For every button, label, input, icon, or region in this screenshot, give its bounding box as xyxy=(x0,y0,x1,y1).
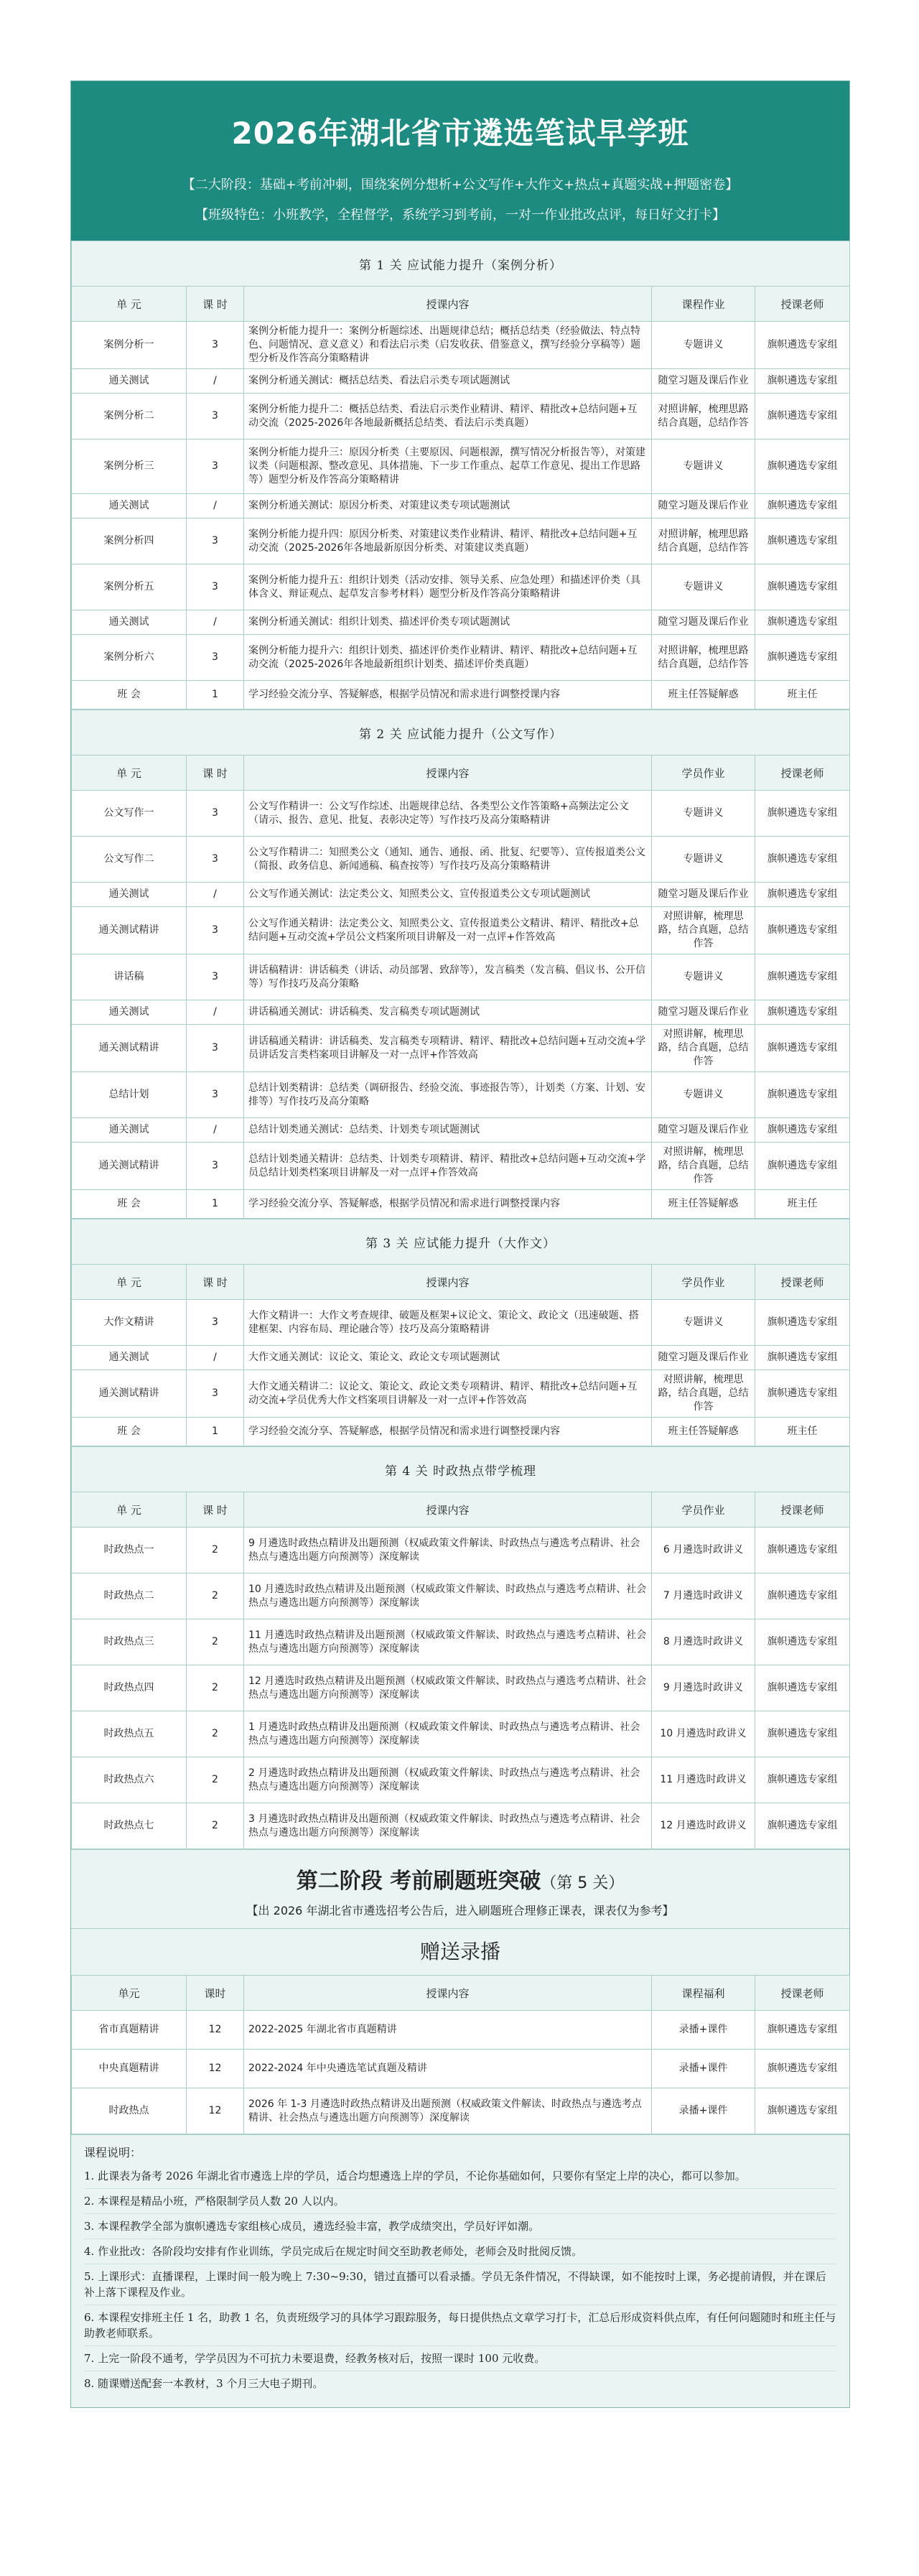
cell-hw: 对照讲解，梳理思路结合真题，总结作答 xyxy=(652,519,755,564)
notes-list xyxy=(84,2164,836,2396)
column-header: 授课老师 xyxy=(755,1492,850,1528)
table-row xyxy=(72,394,850,440)
cell-hours: 12 xyxy=(187,2088,244,2134)
column-header: 课时 xyxy=(187,1976,244,2011)
column-header: 课 时 xyxy=(187,287,244,322)
table-row xyxy=(72,1619,850,1665)
cell-hw: 班主任答疑解惑 xyxy=(652,1190,755,1219)
cell-unit: 通关测试精讲 xyxy=(72,1025,187,1072)
cell-content: 案例分析能力提升五：组织计划类（活动安排、领导关系、应急处理）和描述评价类（具体含义、辩证观点、起草发言参考材料）题型分析及作答高分策略精讲 xyxy=(244,564,652,610)
cell-content: 案例分析能力提升六：组织计划类、描述评价类作业精讲、精评、精批改+总结问题+互动交流（2025-2026年各地最新组织计划类、描述评价类真题） xyxy=(244,635,652,681)
cell-hours: 2 xyxy=(187,1665,244,1711)
cell-content: 讲话稿精讲：讲话稿类（讲话、动员部署、致辞等），发言稿类（发言稿、倡议书、公开信等）写作技巧及高分策略 xyxy=(244,954,652,1000)
section-title: 第 1 关 应试能力提升（案例分析） xyxy=(72,241,850,287)
cell-hours: 3 xyxy=(187,440,244,494)
cell-hours: 2 xyxy=(187,1528,244,1573)
cell-unit: 时政热点五 xyxy=(72,1711,187,1757)
sections xyxy=(71,241,849,1849)
cell-teacher: 旗帜遴选专家组 xyxy=(755,791,850,837)
cell-unit: 班 会 xyxy=(72,1418,187,1446)
cell-unit: 时政热点一 xyxy=(72,1528,187,1573)
cell-teacher: 旗帜遴选专家组 xyxy=(755,369,850,394)
table-row xyxy=(72,883,850,907)
cell-teacher: 旗帜遴选专家组 xyxy=(755,1000,850,1025)
cell-hours: / xyxy=(187,610,244,635)
cell-unit: 时政热点三 xyxy=(72,1619,187,1665)
cell-hw: 随堂习题及课后作业 xyxy=(652,369,755,394)
schedule-table xyxy=(71,1975,850,2134)
cell-content: 总结计划类通关精讲：总结类、计划类专项精讲、精评、精批改+总结问题+互动交流+学员总结计划类档案项目讲解及一对一点评+作答效高 xyxy=(244,1143,652,1190)
cell-hw: 随堂习题及课后作业 xyxy=(652,1118,755,1143)
cell-content: 案例分析能力提升三：原因分析类（主要原因、问题根源，撰写情况分析报告等），对策建议类（问题根源、整改意见、具体措施、下一步工作重点、起草工作意见、提出工作思路等）题型分析及作答高分策略精讲 xyxy=(244,440,652,494)
cell-hw: 12 月遴选时政讲义 xyxy=(652,1803,755,1849)
cell-hours: 3 xyxy=(187,954,244,1000)
column-header: 学员作业 xyxy=(652,1492,755,1528)
cell-teacher: 旗帜遴选专家组 xyxy=(755,1665,850,1711)
table-row xyxy=(72,1000,850,1025)
cell-hw: 对照讲解，梳理思路，结合真题，总结作答 xyxy=(652,1143,755,1190)
cell-content: 10 月遴选时政热点精讲及出题预测（权威政策文件解读、时政热点与遴选考点精讲、社会热点与遴选出题方向预测等）深度解读 xyxy=(244,1573,652,1619)
column-header: 学员作业 xyxy=(652,755,755,791)
cell-hw: 9 月遴选时政讲义 xyxy=(652,1665,755,1711)
cell-unit: 通关测试精讲 xyxy=(72,1143,187,1190)
table-row xyxy=(72,2050,850,2088)
cell-teacher: 旗帜遴选专家组 xyxy=(755,494,850,519)
note-item: 1. 此课表为备考 2026 年湖北省市遴选上岸的学员，适合均想遴选上岸的学员，不论你基础如何，只要你有坚定上岸的决心，都可以参加。 xyxy=(84,2164,836,2189)
table-row xyxy=(72,1665,850,1711)
cell-unit: 省市真题精讲 xyxy=(72,2011,187,2050)
gift-title: 赠送录播 xyxy=(71,1928,849,1975)
cell-content: 公文写作通关测试：法定类公文、知照类公文、宣传报道类公文专项试题测试 xyxy=(244,883,652,907)
cell-hours: 2 xyxy=(187,1803,244,1849)
column-header: 课 时 xyxy=(187,755,244,791)
cell-hw: 7 月遴选时政讲义 xyxy=(652,1573,755,1619)
cell-content: 案例分析能力提升四：原因分析类、对策建议类作业精讲、精评、精批改+总结问题+互动交流（2025-2026年各地最新原因分析类、对策建议类真题） xyxy=(244,519,652,564)
cell-hw: 专题讲义 xyxy=(652,322,755,369)
column-header: 单 元 xyxy=(72,287,187,322)
cell-hours: / xyxy=(187,883,244,907)
cell-unit: 班 会 xyxy=(72,681,187,710)
cell-hw: 对照讲解，梳理思路，结合真题，总结作答 xyxy=(652,1025,755,1072)
notes-title: 课程说明： xyxy=(84,2146,142,2159)
cell-content: 公文写作通关精讲：法定类公文、知照类公文、宣传报道类公文精讲、精评、精批改+总结问题+互动交流+学员公文档案所项目讲解及一对一点评+作答效高 xyxy=(244,907,652,954)
cell-hours: 3 xyxy=(187,1370,244,1418)
schedule-table xyxy=(71,1219,850,1446)
cell-teacher: 旗帜遴选专家组 xyxy=(755,440,850,494)
cell-unit: 讲话稿 xyxy=(72,954,187,1000)
cell-unit: 通关测试精讲 xyxy=(72,1370,187,1418)
gift-table xyxy=(71,1975,849,2134)
cell-hw: 录播+课件 xyxy=(652,2050,755,2088)
course-notes xyxy=(71,2134,849,2407)
cell-hw: 11 月遴选时政讲义 xyxy=(652,1757,755,1803)
column-header: 授课内容 xyxy=(244,1492,652,1528)
cell-teacher: 旗帜遴选专家组 xyxy=(755,2011,850,2050)
cell-teacher: 旗帜遴选专家组 xyxy=(755,2050,850,2088)
column-header: 授课内容 xyxy=(244,1265,652,1300)
cell-unit: 案例分析五 xyxy=(72,564,187,610)
cell-hours: 2 xyxy=(187,1757,244,1803)
cell-hw: 随堂习题及课后作业 xyxy=(652,610,755,635)
cell-teacher: 旗帜遴选专家组 xyxy=(755,610,850,635)
column-header: 单 元 xyxy=(72,1492,187,1528)
cell-hw: 对照讲解，梳理思路，结合真题，总结作答 xyxy=(652,907,755,954)
cell-hours: / xyxy=(187,494,244,519)
cell-content: 公文写作精讲二：知照类公文（通知、通告、通报、函、批复、纪要等）、宣传报道类公文（简报、政务信息、新闻通稿、稿查按等）写作技巧及高分策略精讲 xyxy=(244,837,652,883)
note-item: 2. 本课程是精品小班，严格限制学员人数 20 人以内。 xyxy=(84,2189,836,2214)
cell-content: 2022-2024 年中央遴选笔试真题及精讲 xyxy=(244,2050,652,2088)
column-header: 授课老师 xyxy=(755,1265,850,1300)
cell-unit: 中央真题精讲 xyxy=(72,2050,187,2088)
cell-content: 1 月遴选时政热点精讲及出题预测（权威政策文件解读、时政热点与遴选考点精讲、社会热点与遴选出题方向预测等）深度解读 xyxy=(244,1711,652,1757)
cell-teacher: 旗帜遴选专家组 xyxy=(755,394,850,440)
cell-hours: 3 xyxy=(187,322,244,369)
table-row xyxy=(72,1757,850,1803)
cell-unit: 时政热点六 xyxy=(72,1757,187,1803)
table-row xyxy=(72,837,850,883)
column-header: 授课老师 xyxy=(755,287,850,322)
cell-content: 讲话稿通关测试：讲话稿类、发言稿类专项试题测试 xyxy=(244,1000,652,1025)
cell-unit: 班 会 xyxy=(72,1190,187,1219)
cell-content: 讲话稿通关精讲：讲话稿类、发言稿类专项精讲、精评、精批改+总结问题+互动交流+学员讲话发言类档案项目讲解及一对一点评+作答效高 xyxy=(244,1025,652,1072)
cell-hours: 2 xyxy=(187,1619,244,1665)
table-row xyxy=(72,954,850,1000)
cell-teacher: 班主任 xyxy=(755,1190,850,1219)
phase2-title: 第二阶段 考前刷题班突破（第 5 关） xyxy=(296,1869,625,1894)
cell-hw: 对照讲解，梳理思路，结合真题，总结作答 xyxy=(652,1370,755,1418)
cell-unit: 通关测试精讲 xyxy=(72,907,187,954)
cell-hours: 1 xyxy=(187,681,244,710)
column-header: 课 时 xyxy=(187,1492,244,1528)
column-header: 课 时 xyxy=(187,1265,244,1300)
cell-hw: 专题讲义 xyxy=(652,954,755,1000)
cell-hw: 录播+课件 xyxy=(652,2011,755,2050)
cell-hours: 3 xyxy=(187,1300,244,1346)
cell-hw: 8 月遴选时政讲义 xyxy=(652,1619,755,1665)
cell-hours: 2 xyxy=(187,1711,244,1757)
column-header: 授课内容 xyxy=(244,1976,652,2011)
cell-content: 学习经验交流分享、答疑解惑，根据学员情况和需求进行调整授课内容 xyxy=(244,1418,652,1446)
column-header: 学员作业 xyxy=(652,1265,755,1300)
cell-hw: 10 月遴选时政讲义 xyxy=(652,1711,755,1757)
cell-hw: 对照讲解，梳理思路结合真题，总结作答 xyxy=(652,394,755,440)
column-header: 授课内容 xyxy=(244,755,652,791)
cell-hours: / xyxy=(187,1000,244,1025)
cell-hw: 专题讲义 xyxy=(652,837,755,883)
section-title: 第 3 关 应试能力提升（大作文） xyxy=(72,1219,850,1265)
note-item: 5. 上课形式：直播课程，上课时间一般为晚上 7:30~9:30，错过直播可以看录播。学员无条件情况，不得缺课，如不能按时上课，务必提前请假，并在课后补上落下课程及作业。 xyxy=(84,2264,836,2305)
cell-hw: 随堂习题及课后作业 xyxy=(652,1346,755,1370)
cell-hours: 12 xyxy=(187,2050,244,2088)
table-header-row xyxy=(72,1976,850,2011)
table-header-row xyxy=(72,755,850,791)
note-item: 3. 本课程教学全部为旗帜遴选专家组核心成员，遴选经验丰富，教学成绩突出，学员好评如潮。 xyxy=(84,2214,836,2239)
table-row xyxy=(72,1528,850,1573)
cell-unit: 案例分析六 xyxy=(72,635,187,681)
page-title: 2026年湖北省市遴选笔试早学班 xyxy=(231,116,689,151)
table-row xyxy=(72,1803,850,1849)
cell-teacher: 旗帜遴选专家组 xyxy=(755,2088,850,2134)
cell-unit: 公文写作一 xyxy=(72,791,187,837)
cell-teacher: 旗帜遴选专家组 xyxy=(755,1300,850,1346)
cell-content: 9 月遴选时政热点精讲及出题预测（权威政策文件解读、时政热点与遴选考点精讲、社会热点与遴选出题方向预测等）深度解读 xyxy=(244,1528,652,1573)
table-row xyxy=(72,564,850,610)
table-row xyxy=(72,635,850,681)
schedule-table xyxy=(71,1446,850,1849)
cell-content: 大作文通关精讲二：议论文、策论文、政论文类专项精讲、精评、精批改+总结问题+互动交流+学员优秀大作文档案项目讲解及一对一点评+作答效高 xyxy=(244,1370,652,1418)
table-row xyxy=(72,1118,850,1143)
cell-hw: 专题讲义 xyxy=(652,440,755,494)
note-item: 6. 本课程安排班主任 1 名，助教 1 名，负责班级学习的具体学习跟踪服务，每日提供热点文章学习打卡，汇总后形成资料供点库，有任何问题随时和班主任与助教老师联系。 xyxy=(84,2305,836,2346)
table-row xyxy=(72,322,850,369)
cell-hw: 专题讲义 xyxy=(652,1300,755,1346)
cell-content: 学习经验交流分享、答疑解惑，根据学员情况和需求进行调整授课内容 xyxy=(244,1190,652,1219)
phase2-note: 【出 2026 年湖北省市遴选招考公告后，进入刷题班合理修正课表，课表仅为参考】 xyxy=(246,1904,674,1917)
cell-teacher: 旗帜遴选专家组 xyxy=(755,1573,850,1619)
column-header: 单元 xyxy=(72,1976,187,2011)
cell-teacher: 旗帜遴选专家组 xyxy=(755,907,850,954)
cell-content: 2026 年 1-3 月遴选时政热点精讲及出题预测（权威政策文件解读、时政热点与遴选考点精讲、社会热点与遴选出题方向预测等）深度解读 xyxy=(244,2088,652,2134)
cell-unit: 案例分析三 xyxy=(72,440,187,494)
cell-teacher: 旗帜遴选专家组 xyxy=(755,1143,850,1190)
cell-content: 总结计划类精讲：总结类（调研报告、经验交流、事迹报告等），计划类（方案、计划、安排等）写作技巧及高分策略 xyxy=(244,1072,652,1118)
table-row xyxy=(72,1346,850,1370)
table-header-row xyxy=(72,287,850,322)
cell-hw: 随堂习题及课后作业 xyxy=(652,883,755,907)
cell-hours: / xyxy=(187,1118,244,1143)
cell-unit: 时政热点 xyxy=(72,2088,187,2134)
cell-teacher: 旗帜遴选专家组 xyxy=(755,1370,850,1418)
cell-unit: 通关测试 xyxy=(72,494,187,519)
table-row xyxy=(72,791,850,837)
cell-hours: 3 xyxy=(187,1025,244,1072)
cell-content: 案例分析通关测试：原因分析类、对策建议类专项试题测试 xyxy=(244,494,652,519)
column-header: 单 元 xyxy=(72,1265,187,1300)
cell-hours: 1 xyxy=(187,1418,244,1446)
table-header-row xyxy=(72,1492,850,1528)
cell-unit: 通关测试 xyxy=(72,1000,187,1025)
cell-unit: 公文写作二 xyxy=(72,837,187,883)
cell-hw: 专题讲义 xyxy=(652,564,755,610)
cell-teacher: 旗帜遴选专家组 xyxy=(755,837,850,883)
cell-hours: 3 xyxy=(187,791,244,837)
cell-unit: 案例分析一 xyxy=(72,322,187,369)
cell-hours: / xyxy=(187,369,244,394)
cell-unit: 通关测试 xyxy=(72,369,187,394)
table-row xyxy=(72,1190,850,1219)
table-row xyxy=(72,2088,850,2134)
section-title: 第 4 关 时政热点带学梳理 xyxy=(72,1447,850,1492)
cell-hw: 专题讲义 xyxy=(652,791,755,837)
column-header: 课程福利 xyxy=(652,1976,755,2011)
cell-hours: 3 xyxy=(187,837,244,883)
table-row xyxy=(72,494,850,519)
cell-content: 案例分析通关测试：组织计划类、描述评价类专项试题测试 xyxy=(244,610,652,635)
cell-teacher: 旗帜遴选专家组 xyxy=(755,1619,850,1665)
cell-hw: 随堂习题及课后作业 xyxy=(652,1000,755,1025)
note-item: 8. 随课赠送配套一本教材，3 个月三大电子期刊。 xyxy=(84,2377,324,2390)
column-header: 授课老师 xyxy=(755,755,850,791)
cell-hours: / xyxy=(187,1346,244,1370)
cell-content: 2 月遴选时政热点精讲及出题预测（权威政策文件解读、时政热点与遴选考点精讲、社会热点与遴选出题方向预测等）深度解读 xyxy=(244,1757,652,1803)
cell-teacher: 旗帜遴选专家组 xyxy=(755,954,850,1000)
cell-unit: 时政热点四 xyxy=(72,1665,187,1711)
cell-teacher: 旗帜遴选专家组 xyxy=(755,519,850,564)
table-row xyxy=(72,1418,850,1446)
table-row xyxy=(72,1025,850,1072)
cell-content: 12 月遴选时政热点精讲及出题预测（权威政策文件解读、时政热点与遴选考点精讲、社会热点与遴选出题方向预测等）深度解读 xyxy=(244,1665,652,1711)
cell-teacher: 旗帜遴选专家组 xyxy=(755,883,850,907)
schedule-table xyxy=(71,241,850,710)
header-banner xyxy=(71,81,849,241)
table-row xyxy=(72,519,850,564)
table-header-row xyxy=(72,1265,850,1300)
cell-hours: 3 xyxy=(187,907,244,954)
cell-hw: 班主任答疑解惑 xyxy=(652,1418,755,1446)
cell-unit: 通关测试 xyxy=(72,1346,187,1370)
cell-content: 学习经验交流分享、答疑解惑，根据学员情况和需求进行调整授课内容 xyxy=(244,681,652,710)
cell-hw: 随堂习题及课后作业 xyxy=(652,494,755,519)
cell-teacher: 旗帜遴选专家组 xyxy=(755,635,850,681)
cell-hours: 3 xyxy=(187,519,244,564)
cell-teacher: 班主任 xyxy=(755,1418,850,1446)
cell-hours: 1 xyxy=(187,1190,244,1219)
table-row xyxy=(72,2011,850,2050)
schedule-table xyxy=(71,710,850,1219)
course-schedule xyxy=(70,80,850,2408)
cell-content: 大作文精讲一：大作文考查规律、破题及框架+议论文、策论文、政论文（迅速破题、搭建框架、内容布局、理论融合等）技巧及高分策略精讲 xyxy=(244,1300,652,1346)
cell-hw: 对照讲解，梳理思路结合真题，总结作答 xyxy=(652,635,755,681)
cell-teacher: 旗帜遴选专家组 xyxy=(755,1757,850,1803)
cell-content: 11 月遴选时政热点精讲及出题预测（权威政策文件解读、时政热点与遴选考点精讲、社会热点与遴选出题方向预测等）深度解读 xyxy=(244,1619,652,1665)
cell-unit: 通关测试 xyxy=(72,610,187,635)
cell-hours: 12 xyxy=(187,2011,244,2050)
cell-hours: 3 xyxy=(187,394,244,440)
phase-summary: 【二大阶段：基础+考前冲刺，围绕案例分想析+公文写作+大作文+热点+真题实战+押题密卷】 xyxy=(182,177,739,192)
table-row xyxy=(72,1711,850,1757)
cell-hw: 录播+课件 xyxy=(652,2088,755,2134)
cell-teacher: 旗帜遴选专家组 xyxy=(755,1528,850,1573)
table-row xyxy=(72,907,850,954)
cell-teacher: 旗帜遴选专家组 xyxy=(755,1711,850,1757)
column-header: 单 元 xyxy=(72,755,187,791)
cell-content: 案例分析通关测试：概括总结类、看法启示类专项试题测试 xyxy=(244,369,652,394)
cell-content: 2022-2025 年湖北省市真题精讲 xyxy=(244,2011,652,2050)
section-title: 第 2 关 应试能力提升（公文写作） xyxy=(72,710,850,755)
cell-content: 大作文通关测试：议论文、策论文、政论文专项试题测试 xyxy=(244,1346,652,1370)
cell-hours: 3 xyxy=(187,564,244,610)
cell-hours: 3 xyxy=(187,1143,244,1190)
phase2-block xyxy=(71,1849,849,1928)
cell-unit: 时政热点七 xyxy=(72,1803,187,1849)
cell-hw: 班主任答疑解惑 xyxy=(652,681,755,710)
phase2-suffix: （第 5 关） xyxy=(541,1874,625,1892)
cell-teacher: 班主任 xyxy=(755,681,850,710)
cell-hours: 3 xyxy=(187,1072,244,1118)
cell-unit: 总结计划 xyxy=(72,1072,187,1118)
cell-content: 案例分析能力提升二：概括总结类、看法启示类作业精讲、精评、精批改+总结问题+互动交流（2025-2026年各地最新概括总结类、看法启示类真题） xyxy=(244,394,652,440)
note-item: 4. 作业批改：各阶段均安排有作业训练，学员完成后在规定时间交至助教老师处，老师会及时批阅反馈。 xyxy=(84,2239,836,2264)
table-row xyxy=(72,440,850,494)
cell-hw: 6 月遴选时政讲义 xyxy=(652,1528,755,1573)
cell-teacher: 旗帜遴选专家组 xyxy=(755,1025,850,1072)
table-row xyxy=(72,369,850,394)
table-row xyxy=(72,1072,850,1118)
column-header: 课程作业 xyxy=(652,287,755,322)
table-row xyxy=(72,1370,850,1418)
class-features: 【班级特色：小班教学，全程督学，系统学习到考前，一对一作业批改点评，每日好文打卡】 xyxy=(195,208,725,223)
cell-unit: 案例分析二 xyxy=(72,394,187,440)
cell-content: 案例分析能力提升一：案例分析题综述、出题规律总结；概括总结类（经验做法、特点特色、问题情况、意义意义）和看法启示类（启发收获、借鉴意义，撰写经验分享稿等）题型分析及作答高分策略精讲 xyxy=(244,322,652,369)
cell-content: 3 月遴选时政热点精讲及出题预测（权威政策文件解读、时政热点与遴选考点精讲、社会热点与遴选出题方向预测等）深度解读 xyxy=(244,1803,652,1849)
cell-unit: 大作文精讲 xyxy=(72,1300,187,1346)
column-header: 授课内容 xyxy=(244,287,652,322)
cell-teacher: 旗帜遴选专家组 xyxy=(755,322,850,369)
note-item: 7. 上完一阶段不通考，学学员因为不可抗力未要退费，经教务核对后，按照一课时 100 元收费。 xyxy=(84,2346,836,2371)
cell-teacher: 旗帜遴选专家组 xyxy=(755,1346,850,1370)
table-row xyxy=(72,681,850,710)
column-header: 授课老师 xyxy=(755,1976,850,2011)
cell-teacher: 旗帜遴选专家组 xyxy=(755,1072,850,1118)
table-row xyxy=(72,610,850,635)
cell-content: 公文写作精讲一：公文写作综述、出题规律总结、各类型公文作答策略+高频法定公文（请示、报告、意见、批复、表彰决定等）写作技巧及高分策略精讲 xyxy=(244,791,652,837)
cell-unit: 通关测试 xyxy=(72,883,187,907)
cell-unit: 通关测试 xyxy=(72,1118,187,1143)
cell-hours: 2 xyxy=(187,1573,244,1619)
cell-hw: 专题讲义 xyxy=(652,1072,755,1118)
cell-content: 总结计划类通关测试：总结类、计划类专项试题测试 xyxy=(244,1118,652,1143)
cell-hours: 3 xyxy=(187,635,244,681)
cell-unit: 案例分析四 xyxy=(72,519,187,564)
cell-teacher: 旗帜遴选专家组 xyxy=(755,1118,850,1143)
cell-teacher: 旗帜遴选专家组 xyxy=(755,1803,850,1849)
table-row xyxy=(72,1573,850,1619)
cell-unit: 时政热点二 xyxy=(72,1573,187,1619)
table-row xyxy=(72,1300,850,1346)
table-row xyxy=(72,1143,850,1190)
cell-teacher: 旗帜遴选专家组 xyxy=(755,564,850,610)
